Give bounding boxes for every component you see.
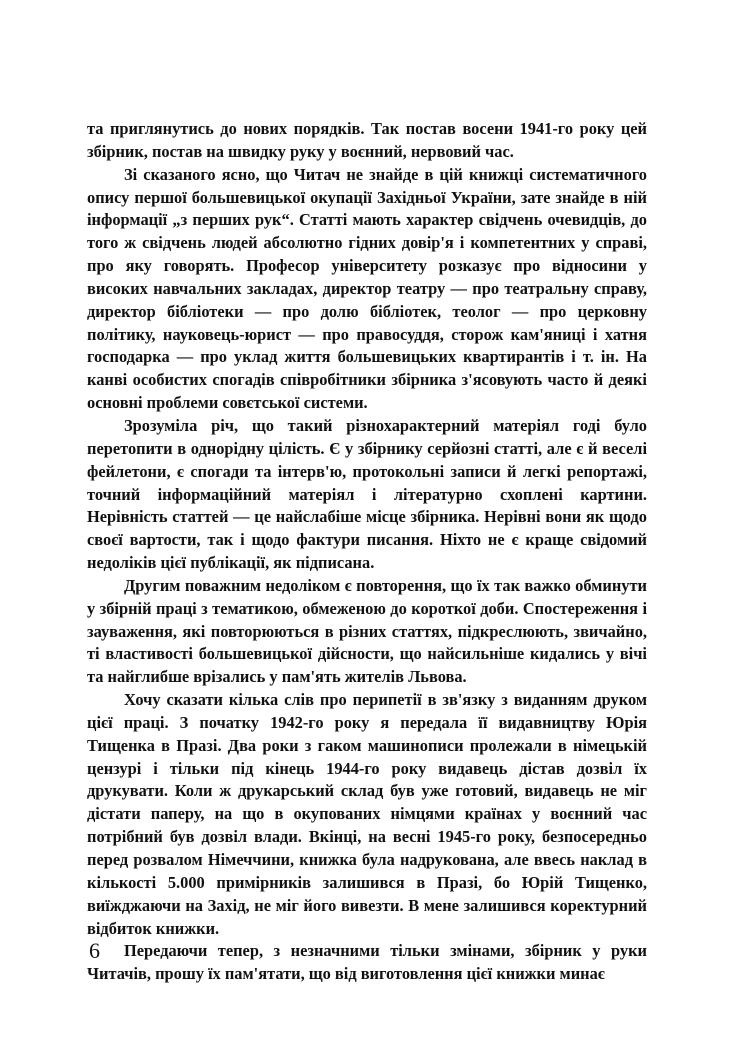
body-text bbox=[87, 118, 647, 986]
paragraph-1: та приглянутись до нових порядків. Так постав восени 1941-го року цей збірник, постав на швидку руку у воєнний, нервовий час. bbox=[87, 119, 647, 161]
paragraph-3: Зрозуміла річ, що такий різнохарактерний матеріял годі було перетопити в однорідну цілість. Є у збірнику серйозні статті, але є й веселі фейлетони, є спогади та інтерв'ю, протокольні записи й легкі репортажі, точний інформаційний матеріял і літературно схоплені картини. Нерівність статтей — це найслабіше місце збірника. Нерівні вони як щодо своєї вартости, так і щодо фактури писання. Ніхто не є краще свідомий недоліків цієї публікації, як підписана. bbox=[87, 415, 647, 573]
paragraph-4: Другим поважним недоліком є повторення, що їх так важко обминути у збірній праці з тематикою, обмеженою до короткої доби. Спостереження і зауваження, які повторюються в різних статтях, підкреслюють, звичайно, ті властивості большевицької дійсности, що найсильніше кидались у вічі та найглибше врізались у пам'ять жителів Львова. bbox=[87, 575, 647, 687]
paragraph-5: Хочу сказати кілька слів про перипетії в зв'язку з виданням друком цієї праці. З початку 1942-го року я передала її видавництву Юрія Тищенка в Празі. Два роки з гаком машинописи пролежали в німецькій цензурі і тільки під кінець 1944-го року видавець дістав дозвіл їх друкувати. Коли ж друкарський склад був уже готовий, видавець не міг дістати паперу, на що в окупованих німцями країнах у воєнний час потрібний був дозвіл влади. Вкінці, на весні 1945-го року, безпосередньо перед розвалом Німеччини, книжка була надрукована, але ввесь наклад в кількості 5.000 примірників залишився в Празі, бо Юрій Тищенко, виїжджаючи на Захід, не міг його вивезти. В мене залишився коректурний відбиток книжки. bbox=[87, 690, 647, 938]
paragraph-6: Передаючи тепер, з незначними тільки змінами, збірник у руки Читачів, прошу їх пам'ятати, що від виготовлення цієї книжки минає bbox=[87, 941, 647, 984]
page-number: 6 bbox=[89, 938, 100, 963]
paragraph-2: Зі сказаного ясно, що Читач не знайде в цій книжці систематичного опису першої большевицької окупації Західньої України, зате знайде в ній інформації „з перших рук“. Статті мають характер свідчень очевидців, до того ж свідчень людей абсолютно гідних довір'я і компетентних у справі, про яку говорять. Професор університету розказує про відносини у високих навчальних закладах, директор театру — про театральну справу, директор бібліотеки — про долю бібліотек, теолог — про церковну політику, науковець-юрист — про правосуддя, сторож кам'яниці і хатня господарка — про уклад життя большевицьких квартирантів і т. ін. На канві особистих спогадів співробітники збірника з'ясовують часто й деякі основні проблеми совєтської системи. bbox=[87, 164, 647, 413]
